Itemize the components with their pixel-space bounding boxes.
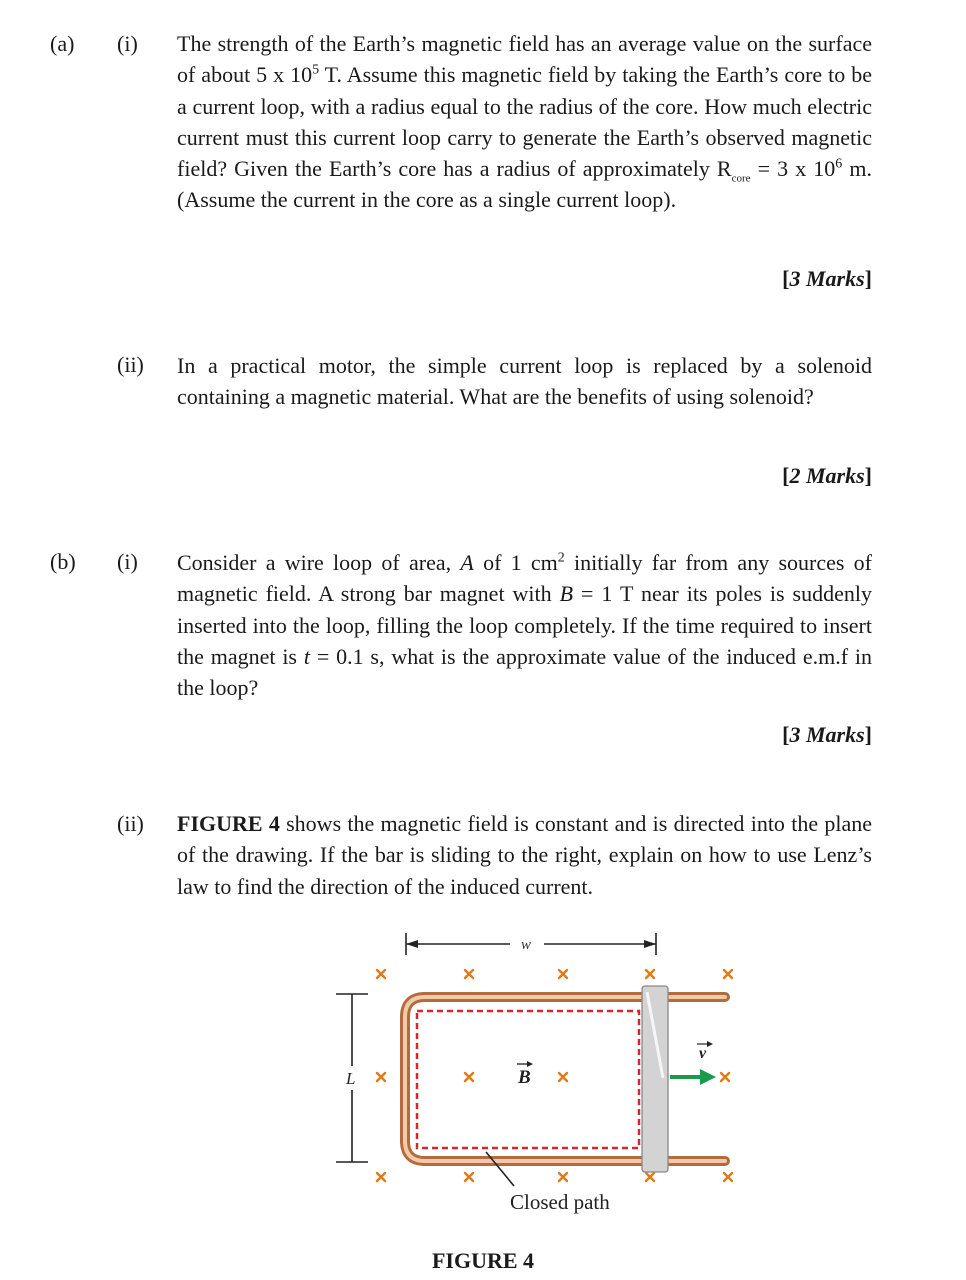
marks-a-ii: [2 Marks] [782, 463, 872, 488]
marks-a-i: [3 Marks] [782, 266, 872, 291]
field-cross [559, 1073, 567, 1081]
field-cross [724, 1173, 732, 1181]
L-label: L [346, 1069, 356, 1088]
B-label: B [518, 1067, 531, 1088]
question-a-ii-text: In a practical motor, the simple current loop is replaced by a solenoid containing a magnetic material. What are the benefits of using solenoid? [177, 353, 872, 410]
question-b-i-label: (i) [117, 549, 138, 574]
question-a-i-label: (i) [117, 31, 138, 56]
field-cross [377, 970, 385, 978]
question-b-ii-label: (ii) [117, 811, 144, 836]
figure-4 [330, 928, 750, 1218]
question-a-i-text: The strength of the Earth’s magnetic field has an average value on the surface of about 5 x $10^5$ T. Assume this magnetic field by taking the Earth’s core to be a current loop, with a radius equal to the radius of the core. How much electric current must this current loop carry to generate the Earth’s observed magnetic field? Given the Earth’s core has a radius of approximately $R_{core} = 3$ x $10^6$ m. (Assume the current in the core as a single current loop). [177, 31, 872, 213]
field-cross [465, 1073, 473, 1081]
closed-path-label: Closed path [510, 1190, 610, 1214]
field-cross [559, 970, 567, 978]
field-cross [646, 970, 654, 978]
field-cross [721, 1073, 729, 1081]
part-a-label: (a) [50, 31, 75, 56]
marks-b-i: [3 Marks] [782, 722, 872, 747]
field-cross [377, 1173, 385, 1181]
sliding-bar [642, 986, 668, 1172]
w-label: w [520, 937, 532, 953]
part-b-label: (b) [50, 549, 76, 574]
question-a-ii-label: (ii) [117, 352, 144, 377]
field-cross [559, 1173, 567, 1181]
v-label: v [699, 1045, 707, 1062]
question-b-ii-text: FIGURE 4 shows the magnetic field is constant and is directed into the plane of the drawing. If the bar is sliding to the right, explain on how to use Lenz’s law to find the direction of the induced current. [177, 811, 872, 899]
field-cross [465, 970, 473, 978]
field-cross [377, 1073, 385, 1081]
question-b-i-text: Consider a wire loop of area, A of 1 $cm^2$ initially far from any sources of magnetic field. A strong bar magnet with B = 1 T near its poles is suddenly inserted into the loop, filling the loop completely. If the time required to insert the magnet is t = 0.1 s, what is the approximate value of the induced e.m.f in the loop? [177, 550, 872, 701]
field-cross [646, 1173, 654, 1181]
figure-caption: FIGURE 4 [431, 1248, 535, 1273]
field-cross [465, 1173, 473, 1181]
field-cross [724, 970, 732, 978]
